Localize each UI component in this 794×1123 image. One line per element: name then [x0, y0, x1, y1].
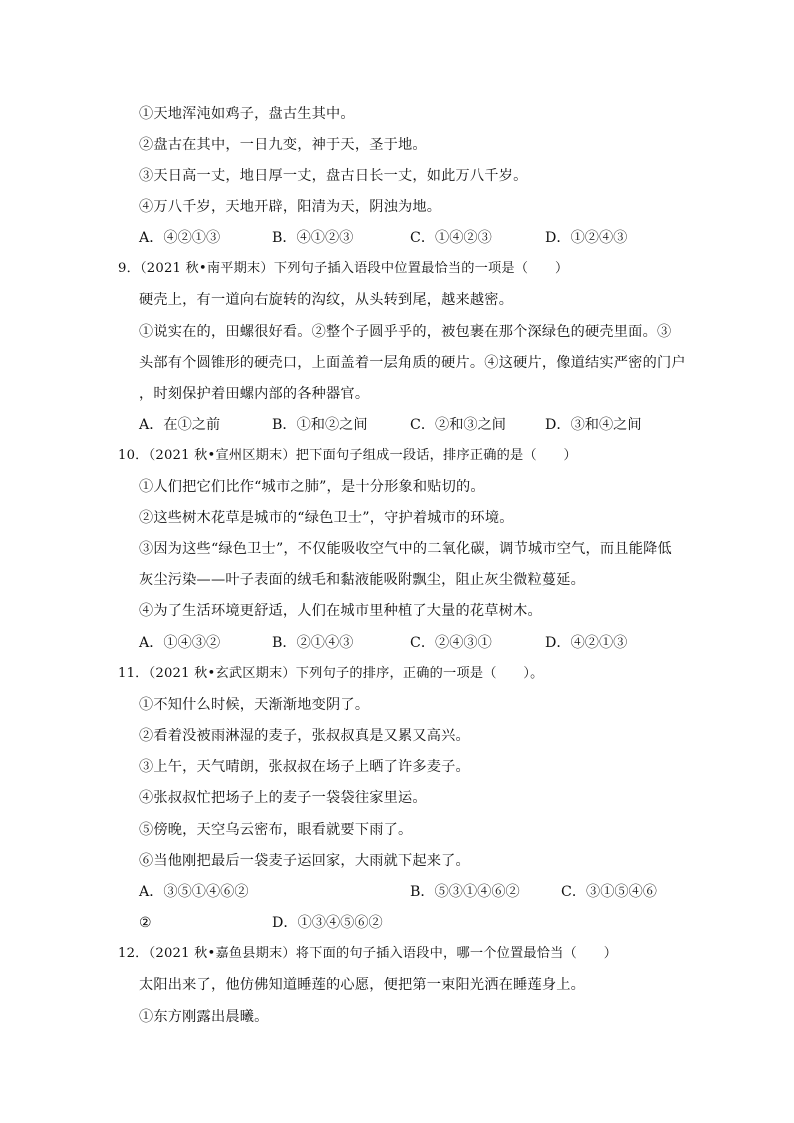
q11-item-1: ①不知什么时候，天渐渐地变阴了。 [139, 697, 370, 713]
q9-passage-line-3: ，时刻保护着田螺内部的各种器官。 [139, 386, 370, 402]
q10-item-2: ②这些树木花草是城市的“绿色卫士”，守护着城市的环境。 [139, 510, 514, 526]
q11-heading: 11．（2021 秋•玄武区期末）下列句子的排序，正确的一项是（ ）。 [118, 666, 544, 681]
q11-item-4: ④张叔叔忙把场子上的麦子一袋袋往家里运。 [139, 790, 427, 806]
q9-passage-line-2: 头部有个圆锥形的硬壳口，上面盖着一层角质的硬片。④这硬片，像道结实严密的门户 [139, 355, 686, 371]
q12-item-1: ①东方刚露出晨曦。 [139, 1009, 269, 1025]
q10-item-3: ③因为这些“绿色卫士”，不仅能吸收空气中的二氧化碳，调节城市空气，而且能降低 [139, 541, 672, 557]
q9-option-b[interactable]: B．①和②之间 [272, 417, 368, 433]
q11-item-5: ⑤傍晚，天空乌云密布，眼看就要下雨了。 [139, 822, 413, 838]
q8-option-b[interactable]: B．④①②③ [272, 230, 354, 246]
q10-item-1: ①人们把它们比作“城市之肺”，是十分形象和贴切的。 [139, 479, 485, 495]
q11-item-3: ③上午，天气晴朗，张叔叔在场子上晒了许多麦子。 [139, 759, 470, 775]
q9-option-d[interactable]: D．③和④之间 [545, 417, 642, 433]
q8-option-c[interactable]: C．①④②③ [410, 230, 492, 246]
q10-option-d[interactable]: D．④②①③ [545, 635, 628, 651]
q11-option-c[interactable]: C．③①⑤④⑥ [561, 884, 657, 900]
q11-option-b[interactable]: B．⑤③①④⑥② [410, 884, 520, 900]
q11-item-6: ⑥当他刚把最后一袋麦子运回家，大雨就下起来了。 [139, 853, 470, 869]
q8-item-1: ①天地浑沌如鸡子，盘古生其中。 [139, 106, 355, 122]
q10-heading: 10．（2021 秋•宣州区期末）把下面句子组成一段话，排序正确的是（ ） [118, 448, 577, 463]
q8-item-3: ③天日高一丈，地日厚一丈，盘古日长一丈，如此万八千岁。 [139, 168, 528, 184]
q9-option-c[interactable]: C．②和③之间 [410, 417, 506, 433]
q9-option-a[interactable]: A．在①之前 [139, 417, 221, 433]
q11-option-c-cont[interactable]: ② [139, 915, 152, 931]
q8-item-2: ②盘古在其中，一日九变，神于天，圣于地。 [139, 137, 427, 153]
q12-heading: 12．（2021 秋•嘉鱼县期末）将下面的句子插入语段中，哪一个位置最恰当（ ） [118, 946, 618, 961]
q11-option-a[interactable]: A．③⑤①④⑥② [139, 884, 249, 900]
q11-option-d[interactable]: D．①③④⑤⑥② [272, 915, 383, 931]
q9-insert-sentence: 硬壳上，有一道向右旋转的沟纹，从头转到尾，越来越密。 [139, 292, 514, 308]
q10-option-b[interactable]: B．②①④③ [272, 635, 354, 651]
q10-option-c[interactable]: C．②④③① [410, 635, 492, 651]
q8-item-4: ④万八千岁，天地开辟，阳清为天，阴浊为地。 [139, 199, 442, 215]
q8-option-d[interactable]: D．①②④③ [545, 230, 628, 246]
q12-insert-sentence: 太阳出来了，他仿佛知道睡莲的心愿，便把第一束阳光洒在睡莲身上。 [139, 977, 586, 993]
q10-item-4: ④为了生活环境更舒适，人们在城市里种植了大量的花草树木。 [139, 603, 542, 619]
q8-option-a[interactable]: A．④②①③ [139, 230, 221, 246]
q10-option-a[interactable]: A．①④③② [139, 635, 221, 651]
q11-item-2: ②看着没被雨淋湿的麦子，张叔叔真是又累又高兴。 [139, 728, 470, 744]
q9-passage-line-1: ①说实在的，田螺很好看。②整个子圆乎乎的，被包裹在那个深绿色的硬壳里面。③ [139, 324, 672, 340]
q9-heading: 9．（2021 秋•南平期末）下列句子插入语段中位置最恰当的一项是（ ） [118, 261, 569, 276]
q10-item-3-cont: 灰尘污染——叶子表面的绒毛和黏液能吸附飘尘，阻止灰尘微粒蔓延。 [139, 572, 586, 588]
